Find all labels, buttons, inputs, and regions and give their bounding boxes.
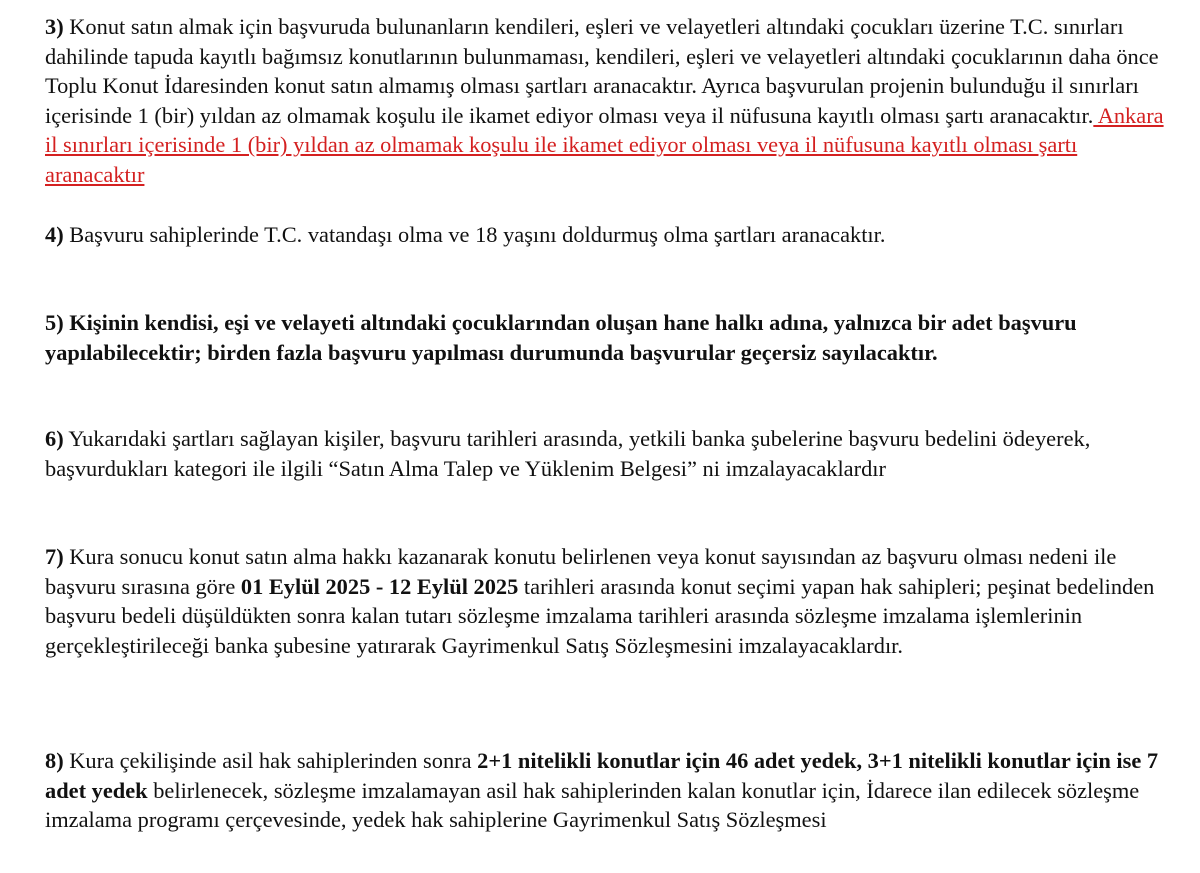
paragraph-number: 6) [45, 426, 64, 451]
paragraph-number: 7) [45, 544, 64, 569]
paragraph-text-before: Kura sonucu konut satın alma hakkı kazanarak konutu belirlenen veya konut sayısından az başvuru olması nedeni ile başvuru sırasına göre [45, 544, 1117, 599]
paragraph-4 [45, 220, 1165, 250]
selection-dates: 01 Eylül 2025 - 12 Eylül 2025 [240, 573, 519, 599]
reserve-counts: 2+1 nitelikli konutlar için 46 adet yedek, 3+1 nitelikli konutlar için ise 7 adet yedek [45, 748, 1159, 803]
paragraph-5 [45, 308, 1135, 367]
paragraph-6 [45, 424, 1165, 483]
paragraph-number: 4) [45, 222, 64, 247]
paragraph-8 [45, 746, 1165, 835]
paragraph-text: 5) Kişinin kendisi, eşi ve velayeti altındaki çocuklarından oluşan hane halkı adına, yalnızca bir adet başvuru yapılabilecektir; birden fazla başvuru yapılması durumunda başvurular geçersiz sayılacaktır. [45, 310, 1077, 365]
paragraph-text: Yukarıdaki şartları sağlayan kişiler, başvuru tarihleri arasında, yetkili banka şubelerine başvuru bedelini ödeyerek, başvurdukları kategori ile ilgili “Satın Alma Talep ve Yüklenim Belgesi” ni imzalayacaklardır [45, 426, 1091, 481]
paragraph-text-after: belirlenecek, sözleşme imzalamayan asil hak sahiplerinden kalan konutlar için, İdarece ilan edilecek sözleşme imzalama programı çerçevesinde, yedek hak sahiplerine Gayrimenkul Satış Sözleşmesi [45, 777, 1140, 832]
paragraph-7 [45, 542, 1165, 660]
paragraph-text: Başvuru sahiplerinde T.C. vatandaşı olma ve 18 yaşını doldurmuş olma şartları aranacaktır. [63, 222, 886, 247]
highlighted-red-text: Ankara il sınırları içerisinde 1 (bir) yıldan az olmamak koşulu ile ikamet ediyor olması veya il nüfusuna kayıtlı olması şartı aranacaktır [45, 102, 1164, 187]
paragraph-number: 3) [45, 14, 64, 39]
paragraph-text-after: tarihleri arasında konut seçimi yapan hak sahipleri; peşinat bedelinden başvuru bedeli düşüldükten sonra kalan tutarı sözleşme imzalama tarihleri arasında sözleşme imzalama işlemlerinin gerçekleştirileceği banka şubesine yatırarak Gayrimenkul Satış Sözleşmesini imzalayacaklardır. [45, 573, 1155, 658]
paragraph-3 [45, 12, 1165, 189]
paragraph-text: Konut satın almak için başvuruda bulunanların kendileri, eşleri ve velayetleri altındaki çocukları üzerine T.C. sınırları dahilinde tapuda kayıtlı bağımsız konutlarının bulunmaması, kendileri, eşleri ve velayetleri altındaki çocuklarının daha önce Toplu Konut İdaresinden konut satın almamış olması şartları aranacaktır. Ayrıca başvurulan projenin bulunduğu il sınırları içerisinde 1 (bir) yıldan az olmamak koşulu ile ikamet ediyor olması veya il nüfusuna kayıtlı olması şartı aranacaktır. [45, 14, 1159, 128]
paragraph-number: 8) [45, 748, 64, 773]
paragraph-text-before: Kura çekilişinde asil hak sahiplerinden sonra [63, 748, 478, 773]
